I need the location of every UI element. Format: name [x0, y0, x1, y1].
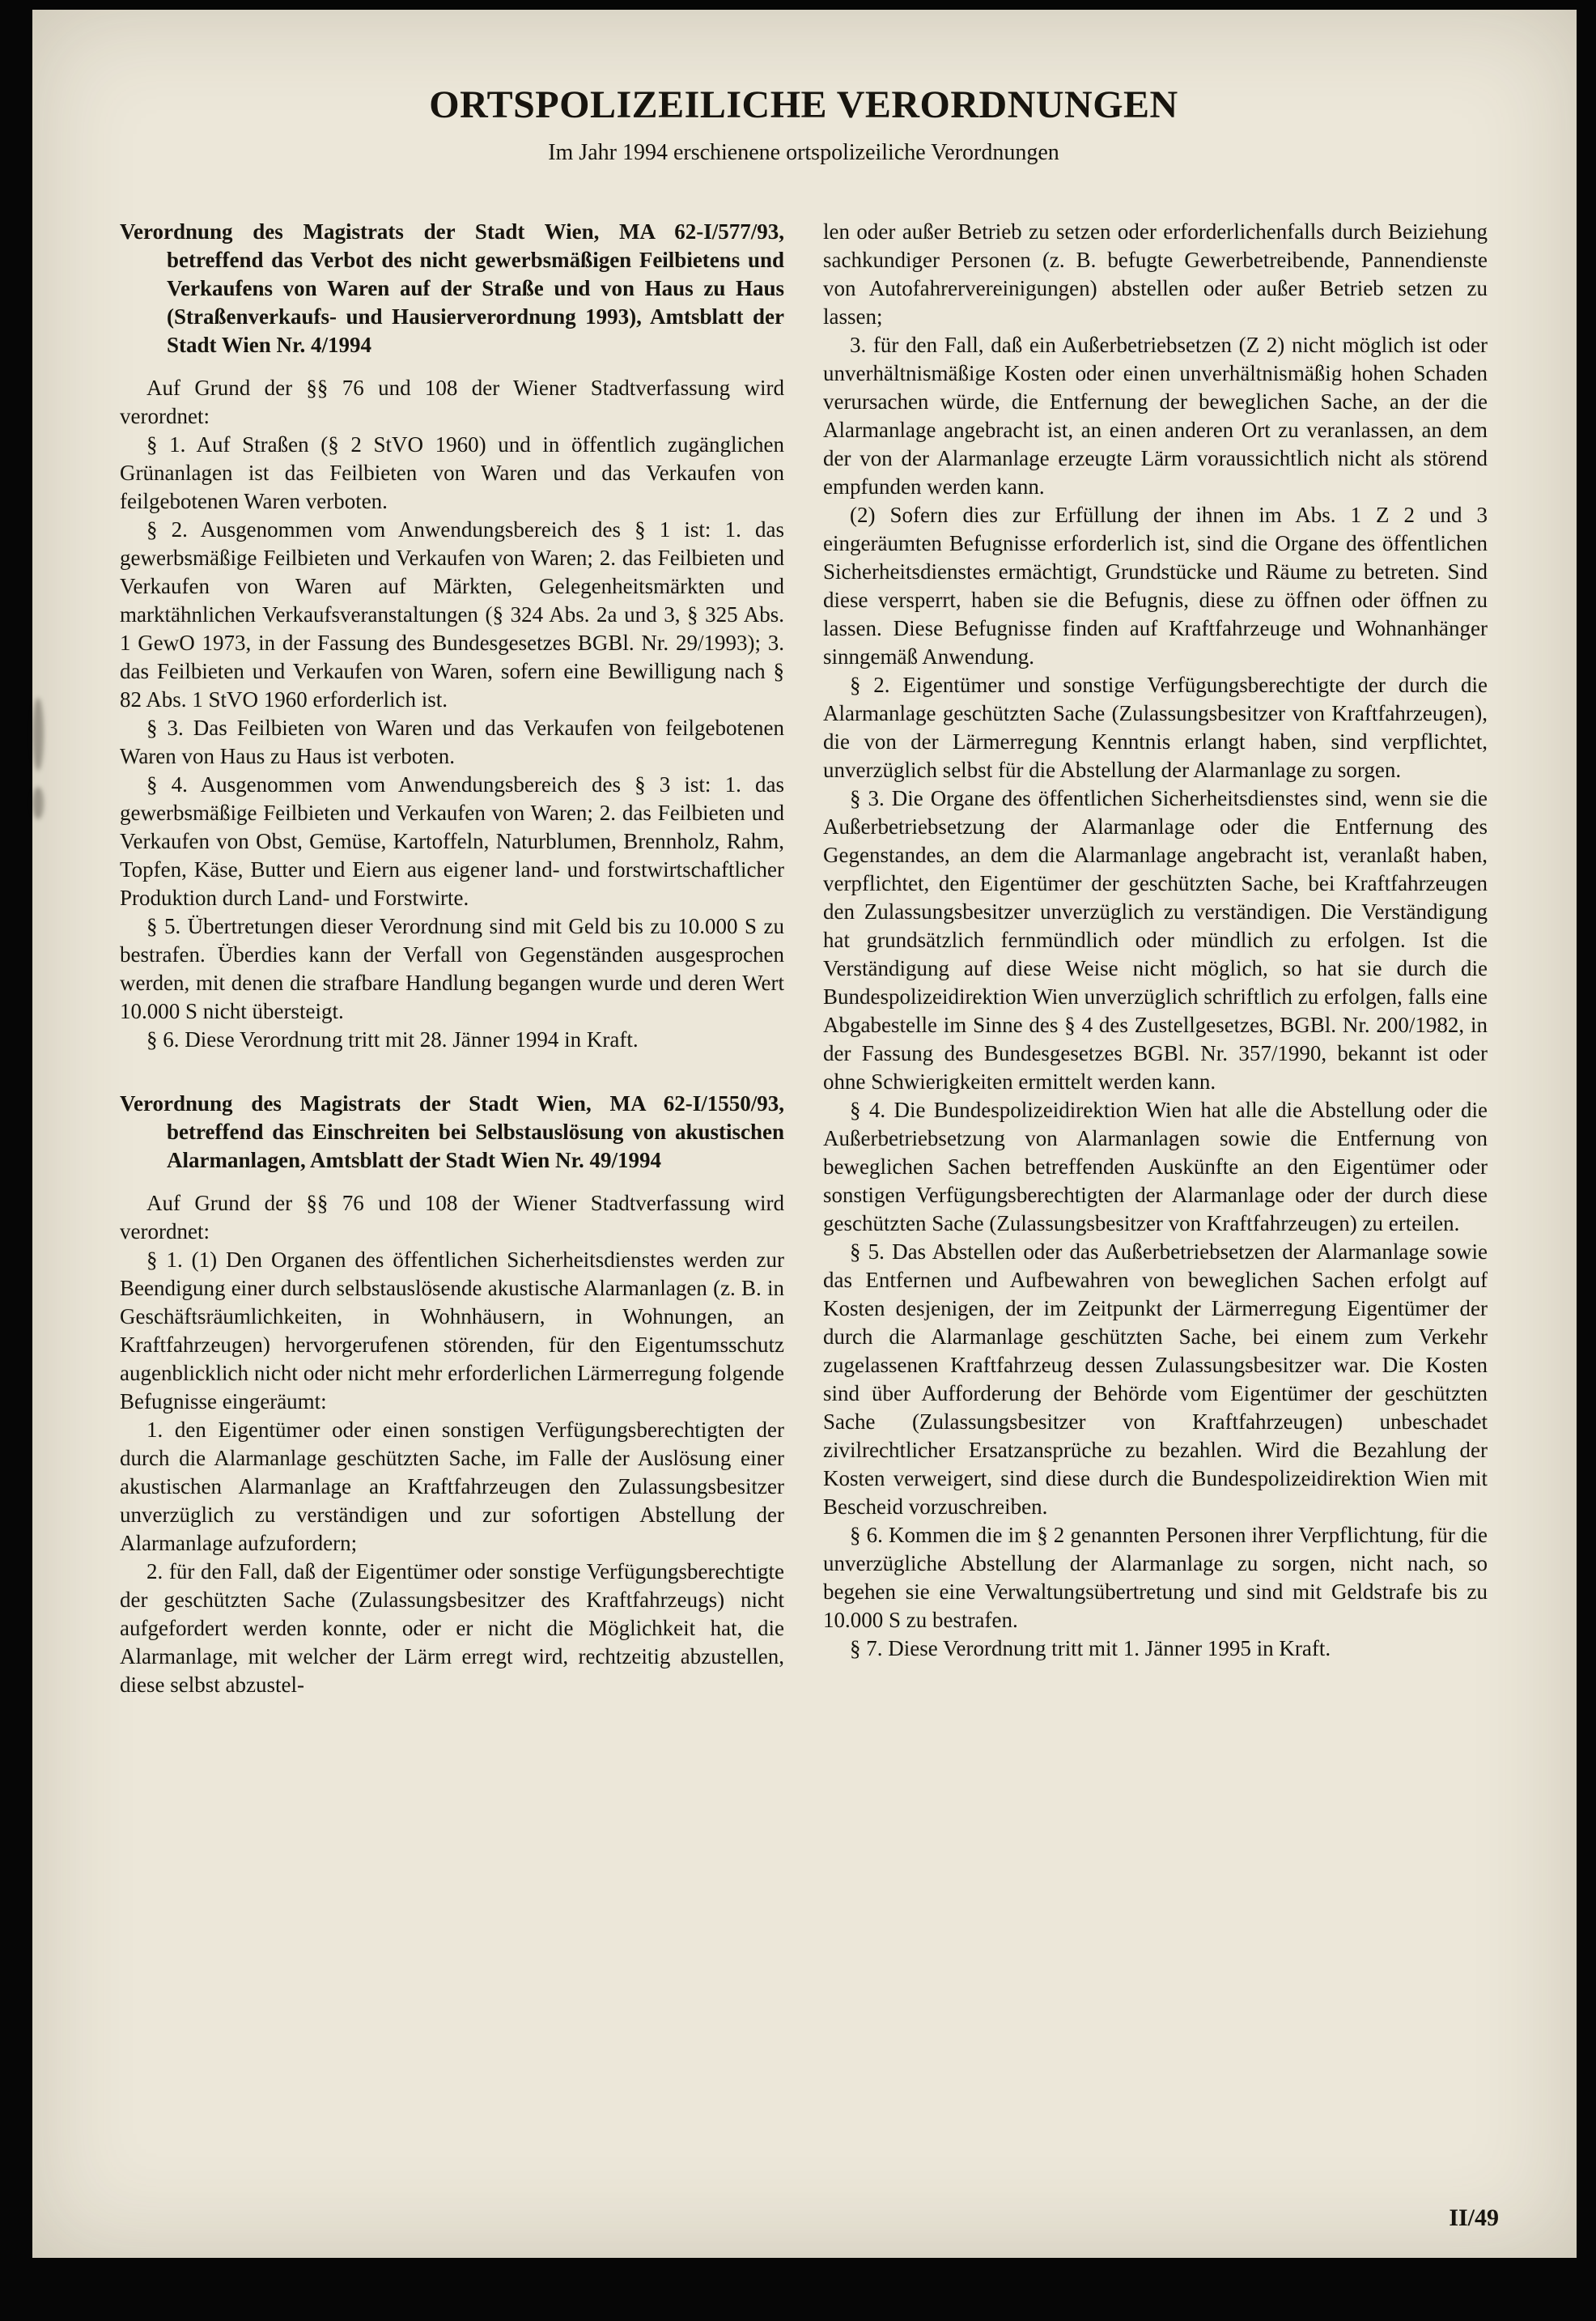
- paragraph: 3. für den Fall, daß ein Außerbetriebsetzen (Z 2) nicht möglich ist oder unverhältnismäßige Kosten oder einen unverhältnismäßig hohen Schaden verursachen würde, die Entfernung der beweglichen Sache, an der die Alarmanlage angebracht ist, an einen anderen Ort zu veranlassen, an dem der von der Alarmanlage erzeugte Lärm voraussichtlich nicht als störend empfunden werden kann.: [823, 332, 1488, 499]
- document-page: [32, 10, 1577, 2258]
- paragraph: § 1. Auf Straßen (§ 2 StVO 1960) und in öffentlich zugänglichen Grünanlagen ist das Feilbieten von Waren und das Verkaufen von feilgebotenen Waren verboten.: [120, 431, 784, 513]
- paragraph: § 5. Übertretungen dieser Verordnung sind mit Geld bis zu 10.000 S zu bestrafen. Überdies kann der Verfall von Gegenständen ausgesprochen werden, mit denen die strafbare Handlung begangen wurde und deren Wert 10.000 S nicht übersteigt.: [120, 913, 784, 1023]
- paragraph: 1. den Eigentümer oder einen sonstigen Verfügungsberechtigten der durch die Alarmanlage geschützten Sache, im Falle der Auslösung einer akustischen Alarmanlage an Kraftfahrzeugen den Zulassungsbesitzer unverzüglich zu verständigen und zur sofortigen Abstellung der Alarmanlage aufzufordern;: [120, 1417, 784, 1555]
- paragraph: § 4. Ausgenommen vom Anwendungsbereich des § 3 ist: 1. das gewerbsmäßige Feilbieten und Verkaufen von Waren; 2. das Feilbieten und Verkaufen von Obst, Gemüse, Kartoffeln, Naturblumen, Brennholz, Rahm, Topfen, Käse, Butter und Eiern aus eigener land- und forstwirtschaftlicher Produktion durch Land- und Forstwirte.: [120, 772, 784, 910]
- regulation-1-heading: Verordnung des Magistrats der Stadt Wien, MA 62-I/577/93, betreffend das Verbot des nicht gewerbsmäßigen Feilbietens und Verkaufens von Waren auf der Straße und von Haus zu Haus (Straßenverkaufs- und Hausierverordnung 1993), Amtsblatt der Stadt Wien Nr. 4/1994: [120, 219, 784, 357]
- paragraph: § 2. Ausgenommen vom Anwendungsbereich des § 1 ist: 1. das gewerbsmäßige Feilbieten und Verkaufen von Waren; 2. das Feilbieten und Verkaufen von Waren auf Märkten, Gelegenheitsmärkten und marktähnlichen Verkaufsveranstaltungen (§ 324 Abs. 2a und 3, § 325 Abs. 1 GewO 1973, in der Fassung des Bundesgesetzes BGBl. Nr. 29/1993); 3. das Feilbieten und Verkaufen von Waren, sofern eine Bewilligung nach § 82 Abs. 1 StVO 1960 erforderlich ist.: [120, 516, 784, 712]
- right-column: [823, 218, 1488, 1699]
- scan-artifact: [32, 698, 44, 771]
- paragraph: § 3. Die Organe des öffentlichen Sicherheitsdienstes sind, wenn sie die Außerbetriebsetzung der Alarmanlage oder die Entfernung des Gegenstandes, an dem die Alarmanlage angebracht ist, veranlaßt haben, verpflichtet, den Eigentümer der geschützten Sache, bei Kraftfahrzeugen den Zulassungsbesitzer unverzüglich zu verständigen. Die Verständigung hat grundsätzlich fernmündlich oder mündlich zu erfolgen. Ist die Verständigung auf diese Weise nicht möglich, so hat sie durch die Bundespolizeidirektion Wien unverzüglich schriftlich zu erfolgen, falls eine Abgabestelle im Sinne des § 4 des Zustellgesetzes, BGBl. Nr. 200/1982, in der Fassung des Bundesgesetzes BGBl. Nr. 357/1990, bekannt ist oder ohne Schwierigkeiten ermittelt werden kann.: [823, 785, 1488, 1094]
- paragraph: § 7. Diese Verordnung tritt mit 1. Jänner 1995 in Kraft.: [850, 1635, 1331, 1660]
- page-title: ORTSPOLIZEILICHE VERORDNUNGEN: [429, 83, 1178, 126]
- scan-artifact: [32, 787, 44, 819]
- paragraph: 2. für den Fall, daß der Eigentümer oder sonstige Verfügungsberechtigte der geschützten Sache (Zulassungsbesitzer des Kraftfahrzeugs) nicht aufgefordert werden konnte, oder er nicht die Möglichkeit hat, die Alarmanlage, mit welcher der Lärm erregt wird, rechtzeitig abzustellen, diese selbst abzustel-: [120, 1558, 784, 1697]
- page-subtitle: Im Jahr 1994 erschienene ortspolizeiliche Verordnungen: [548, 139, 1059, 165]
- page-content: [32, 10, 1577, 1699]
- paragraph: § 4. Die Bundespolizeidirektion Wien hat alle die Abstellung oder die Außerbetriebsetzung von Alarmanlagen sowie die Entfernung von beweglichen Sachen betreffenden Auskünfte an den Eigentümer oder sonstigen Verfügungsberechtigten der Alarmanlage oder der durch diese geschützten Sache (Zulassungsbesitzer von Kraftfahrzeugen) zu erteilen.: [823, 1097, 1488, 1235]
- left-column: [120, 218, 784, 1699]
- page-number: II/49: [1449, 2204, 1499, 2231]
- paragraph: Auf Grund der §§ 76 und 108 der Wiener Stadtverfassung wird verordnet:: [120, 1190, 784, 1243]
- paragraph: Auf Grund der §§ 76 und 108 der Wiener Stadtverfassung wird verordnet:: [120, 375, 784, 428]
- paragraph: § 5. Das Abstellen oder das Außerbetriebsetzen der Alarmanlage sowie das Entfernen und Aufbewahren von beweglichen Sachen erfolgt auf Kosten desjenigen, der im Zeitpunkt der Lärmerregung Eigentümer der durch die Alarmanlage geschützten Sache, bei einem zum Verkehr zugelassenen Kraftfahrzeug dessen Zulassungsbesitzer war. Die Kosten sind über Aufforderung der Behörde vom Eigentümer der geschützten Sache (Zulassungsbesitzer von Kraftfahrzeugen) unbeschadet zivilrechtlicher Ersatzansprüche zu bezahlen. Wird die Bezahlung der Kosten verweigert, sind diese durch die Bundespolizeidirektion Wien mit Bescheid vorzuschreiben.: [823, 1239, 1488, 1519]
- two-column-layout: [120, 218, 1488, 1699]
- paragraph: § 1. (1) Den Organen des öffentlichen Sicherheitsdienstes werden zur Beendigung einer durch selbstauslösende akustische Alarmanlagen (z. B. in Geschäftsräumlichkeiten, in Wohnhäusern, in Wohnungen, an Kraftfahrzeugen) hervorgerufenen störenden, für den Eigentumsschutz augenblicklich nicht oder nicht mehr erforderlichen Lärmerregung folgende Befugnisse eingeräumt:: [120, 1247, 784, 1413]
- paragraph: § 6. Diese Verordnung tritt mit 28. Jänner 1994 in Kraft.: [146, 1027, 639, 1052]
- paragraph: § 2. Eigentümer und sonstige Verfügungsberechtigte der durch die Alarmanlage geschützten Sache (Zulassungsbesitzer von Kraftfahrzeugen), die von der Lärmerregung Kenntnis erlangt haben, sind verpflichtet, unverzüglich selbst für die Abstellung der Alarmanlage zu sorgen.: [823, 672, 1488, 782]
- paragraph: § 3. Das Feilbieten von Waren und das Verkaufen von feilgebotenen Waren von Haus zu Haus ist verboten.: [120, 715, 784, 768]
- paragraph: (2) Sofern dies zur Erfüllung der ihnen im Abs. 1 Z 2 und 3 eingeräumten Befugnisse erforderlich ist, sind die Organe des öffentlichen Sicherheitsdienstes ermächtigt, Grundstücke und Räume zu betreten. Sind diese versperrt, haben sie die Befugnis, diese zu öffnen oder öffnen zu lassen. Diese Befugnisse finden auf Kraftfahrzeuge und Wohnanhänger sinngemäß Anwendung.: [823, 502, 1488, 669]
- regulation-2-heading: Verordnung des Magistrats der Stadt Wien, MA 62-I/1550/93, betreffend das Einschreiten bei Selbstauslösung von akustischen Alarmanlagen, Amtsblatt der Stadt Wien Nr. 49/1994: [120, 1090, 784, 1172]
- paragraph: § 6. Kommen die im § 2 genannten Personen ihrer Verpflichtung, für die unverzügliche Abstellung der Alarmanlage zu sorgen, nicht nach, so begehen sie eine Verwaltungsübertretung und sind mit Geldstrafe bis zu 10.000 S zu bestrafen.: [823, 1522, 1488, 1632]
- paragraph-continuation: len oder außer Betrieb zu setzen oder erforderlichenfalls durch Beiziehung sachkundiger Personen (z. B. befugte Gewerbetreibende, Pannendienste von Autofahrervereinigungen) abstellen oder außer Betrieb setzen zu lassen;: [823, 219, 1488, 329]
